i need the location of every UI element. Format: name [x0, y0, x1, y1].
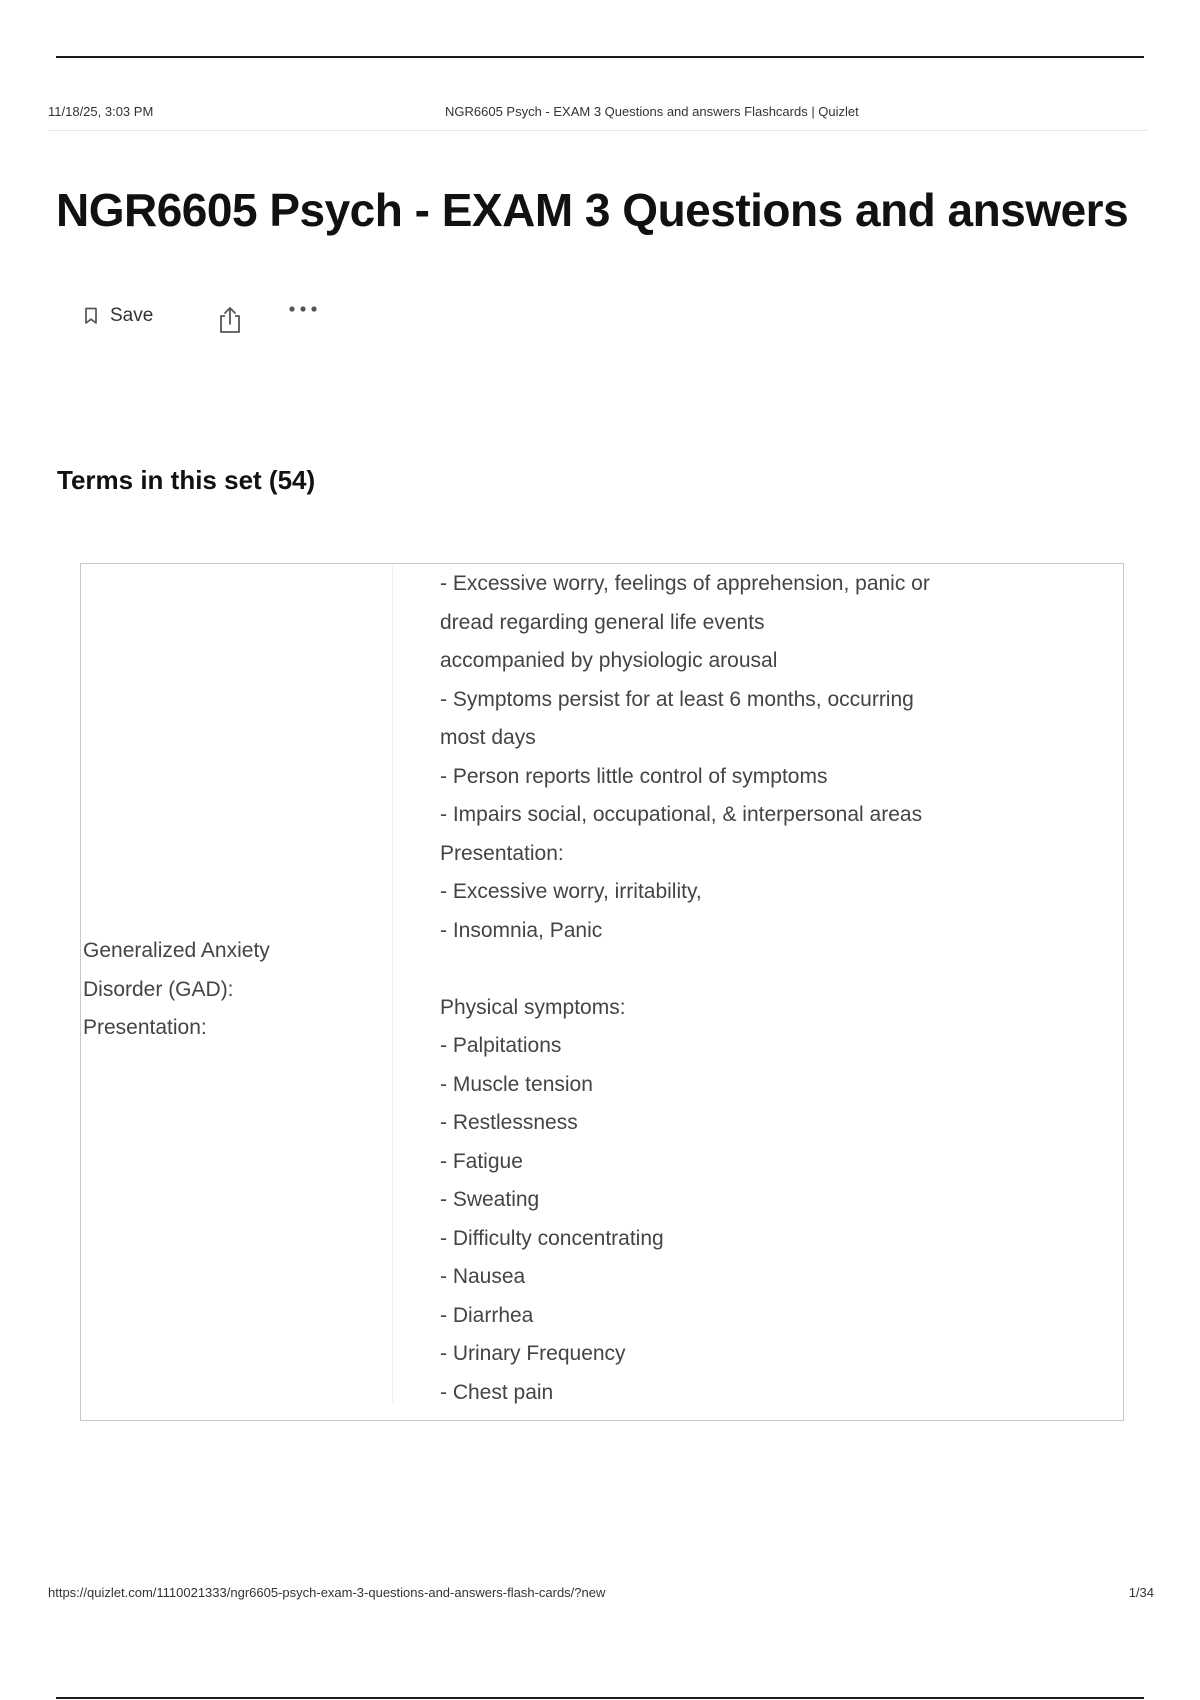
print-url: https://quizlet.com/1110021333/ngr6605-psych-exam-3-questions-and-answers-flash-cards/?new [48, 1585, 606, 1600]
definition-line: Presentation: [440, 841, 564, 865]
definition-line: - Difficulty concentrating [440, 1226, 664, 1250]
definition-line: - Diarrhea [440, 1303, 534, 1327]
terms-section-heading: Terms in this set (54) [57, 465, 316, 495]
definition-line: - Symptoms persist for at least 6 months, occurring [440, 687, 914, 711]
bottom-rule [56, 1697, 1144, 1699]
card-divider [392, 566, 393, 1402]
definition-line: - Excessive worry, irritability, [440, 880, 702, 903]
more-options-button[interactable] [288, 305, 318, 313]
save-label: Save [110, 305, 154, 326]
definition-line: - Restlessness [440, 1111, 578, 1134]
definition-line: - Nausea [440, 1265, 526, 1288]
definition-line: dread regarding general life events [440, 610, 765, 634]
definition-line: accompanied by physiologic arousal [440, 649, 778, 672]
print-header [48, 104, 1148, 131]
share-button[interactable] [217, 305, 243, 335]
term-line: Disorder (GAD): [83, 977, 234, 1001]
definition-line: most days [440, 726, 536, 749]
term-line: Generalized Anxiety [83, 939, 270, 962]
definition-line: - Muscle tension [440, 1072, 593, 1096]
definition-line: - Chest pain [440, 1380, 554, 1404]
term-line: Presentation: [83, 1016, 207, 1039]
more-icon [288, 305, 318, 313]
definition-line: - Person reports little control of symptoms [440, 764, 828, 788]
definition-line: - Sweating [440, 1188, 540, 1211]
definition-line: - Urinary Frequency [440, 1342, 626, 1365]
bookmark-icon [84, 307, 98, 325]
card-term [83, 932, 373, 1048]
definition-line: - Palpitations [440, 1034, 562, 1057]
print-datetime: 11/18/25, 3:03 PM [48, 104, 154, 119]
definition-line: - Insomnia, Panic [440, 918, 603, 942]
page-title: NGR6605 Psych - EXAM 3 Questions and answers [56, 184, 1129, 236]
top-rule [56, 56, 1144, 58]
definition-line: - Excessive worry, feelings of apprehension, panic or [440, 572, 930, 595]
definition-line: - Fatigue [440, 1149, 523, 1173]
definition-blank-line [440, 950, 1080, 989]
card-definition [440, 565, 1080, 1412]
definition-line: Physical symptoms: [440, 995, 626, 1019]
save-button[interactable] [84, 305, 153, 327]
definition-line: - Impairs social, occupational, & interpersonal areas [440, 803, 923, 826]
print-page-number: 1/34 [1128, 1585, 1154, 1600]
print-document-title: NGR6605 Psych - EXAM 3 Questions and answers Flashcards | Quizlet [445, 104, 859, 119]
flashcard-row [80, 563, 1124, 1421]
share-icon [217, 305, 243, 335]
